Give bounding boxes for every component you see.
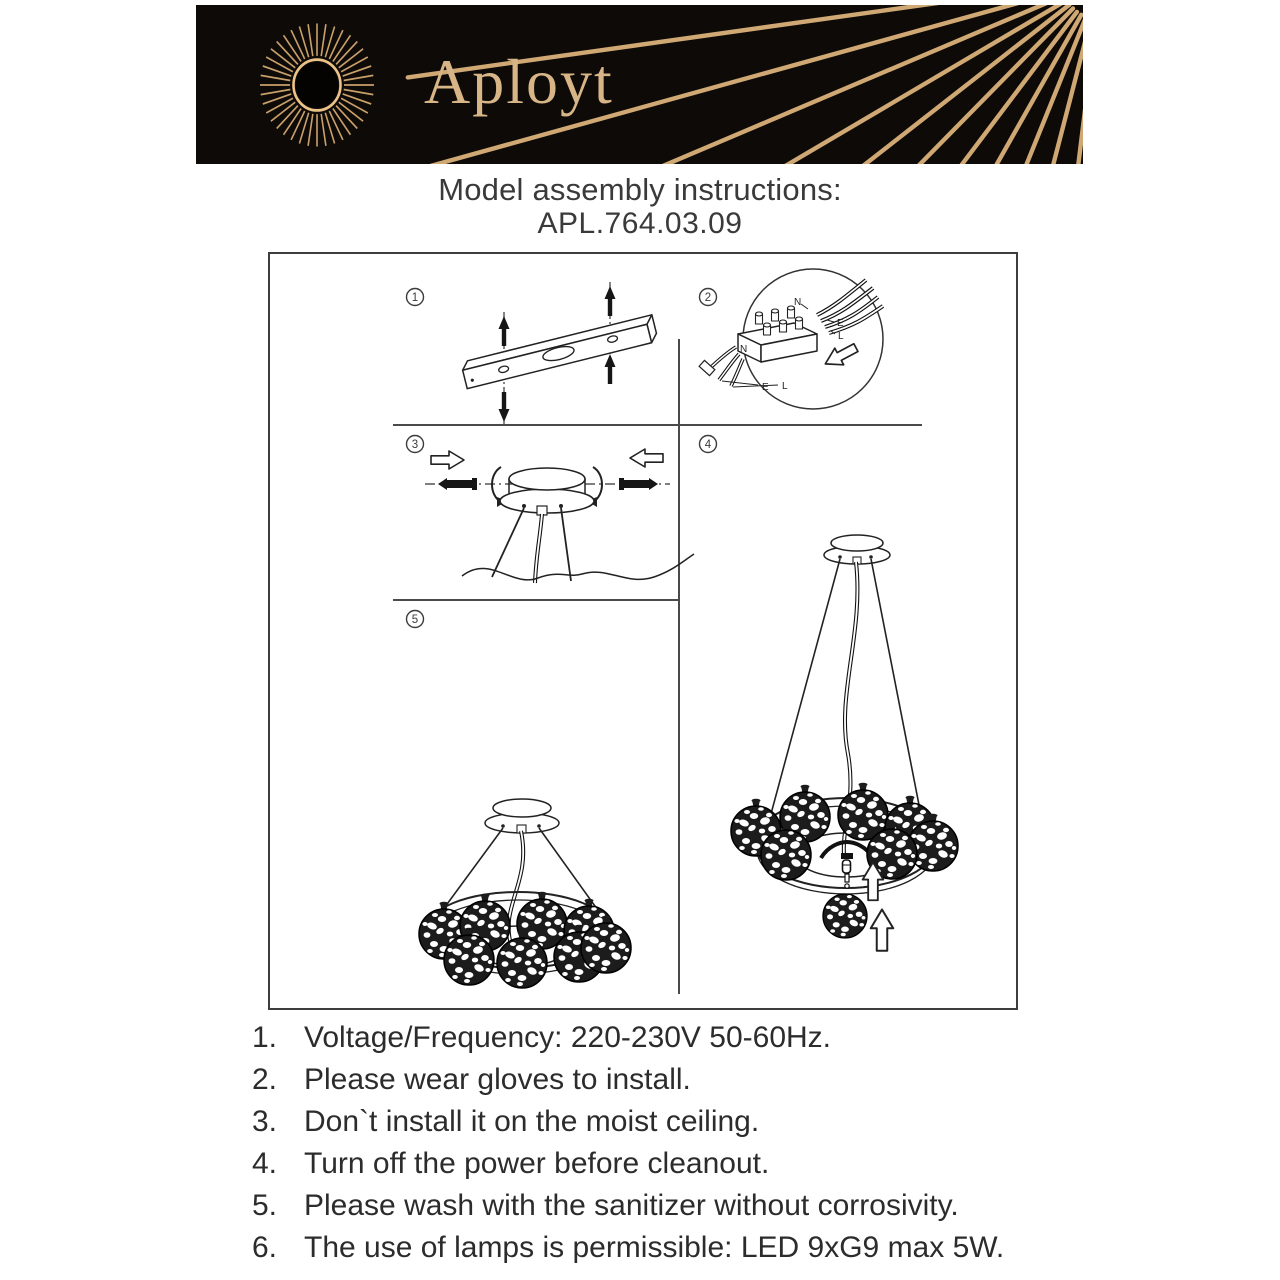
item-number: 5. bbox=[252, 1189, 278, 1222]
lamp-socket bbox=[821, 842, 873, 888]
step5-badge bbox=[407, 611, 424, 628]
list-item bbox=[252, 1148, 1112, 1180]
hanging-cords bbox=[462, 508, 694, 583]
step3-canopy-diagram bbox=[425, 449, 694, 583]
item-text: The use of lamps is permissible: LED 9xG9 max 5W. bbox=[304, 1231, 1005, 1264]
assembly-diagram bbox=[270, 254, 1016, 1007]
list-item bbox=[252, 1064, 1112, 1096]
sunburst-logo-icon bbox=[260, 23, 374, 146]
mounting-bracket bbox=[461, 315, 659, 389]
svg-text:4: 4 bbox=[704, 439, 712, 451]
canopy bbox=[485, 799, 559, 833]
svg-text:3: 3 bbox=[411, 439, 419, 451]
ceiling-canopy bbox=[500, 468, 594, 515]
assembly-diagram-box bbox=[268, 252, 1018, 1010]
list-item bbox=[252, 1190, 1112, 1222]
banner-art bbox=[196, 5, 1083, 164]
step4-badge bbox=[700, 436, 717, 453]
up-arrow-icon bbox=[605, 286, 616, 316]
up-arrow-icon bbox=[605, 354, 616, 384]
step5-assembled-diagram bbox=[419, 799, 631, 988]
page-title: Model assembly instructions: bbox=[438, 172, 842, 207]
right-screw bbox=[619, 478, 658, 490]
svg-text:5: 5 bbox=[411, 614, 419, 626]
item-text: Please wear gloves to install. bbox=[304, 1063, 691, 1096]
wire-label-e-out: E bbox=[762, 382, 769, 393]
item-number: 3. bbox=[252, 1105, 278, 1138]
crystal-shades bbox=[419, 892, 631, 988]
item-text: Voltage/Frequency: 220-230V 50-60Hz. bbox=[304, 1021, 832, 1054]
item-number: 2. bbox=[252, 1063, 278, 1096]
wire-label-n-in: N bbox=[794, 297, 802, 308]
push-left-arrow-icon bbox=[630, 449, 663, 467]
left-screw bbox=[438, 478, 477, 490]
wire-label-e-in: E bbox=[837, 318, 844, 329]
list-item bbox=[252, 1106, 1112, 1138]
list-item bbox=[252, 1022, 1112, 1054]
wire-label-n-out: N bbox=[740, 344, 748, 355]
item-number: 4. bbox=[252, 1147, 278, 1180]
list-item bbox=[252, 1232, 1112, 1264]
outgoing-wires bbox=[699, 347, 743, 386]
model-number: APL.764.03.09 bbox=[537, 207, 743, 240]
wire-label-l-out: L bbox=[782, 381, 788, 392]
up-arrow-icon bbox=[871, 910, 894, 951]
loose-crystal-shade bbox=[823, 894, 867, 938]
item-text: Don`t install it on the moist ceiling. bbox=[304, 1105, 760, 1138]
step1-badge bbox=[407, 289, 424, 306]
brand-logo-text: Aployt bbox=[424, 46, 614, 117]
instruction-list bbox=[252, 1022, 1112, 1274]
item-number: 1. bbox=[252, 1021, 278, 1054]
item-number: 6. bbox=[252, 1231, 278, 1264]
svg-text:1: 1 bbox=[411, 292, 419, 304]
brand-banner bbox=[196, 5, 1083, 164]
wire-label-l-in: L bbox=[838, 331, 844, 342]
item-text: Turn off the power before cleanout. bbox=[304, 1147, 770, 1180]
step3-badge bbox=[407, 436, 424, 453]
svg-text:2: 2 bbox=[704, 292, 712, 304]
step1-bracket-diagram bbox=[461, 282, 659, 426]
canopy bbox=[824, 535, 890, 564]
step2-badge bbox=[700, 289, 717, 306]
push-right-arrow-icon bbox=[431, 451, 464, 469]
step2-wiring-diagram bbox=[699, 269, 883, 409]
up-arrow-icon bbox=[499, 316, 510, 346]
step4-install-diagram bbox=[731, 535, 958, 951]
item-text: Please wash with the sanitizer without corrosivity. bbox=[304, 1189, 959, 1222]
down-arrow-icon bbox=[499, 392, 510, 422]
